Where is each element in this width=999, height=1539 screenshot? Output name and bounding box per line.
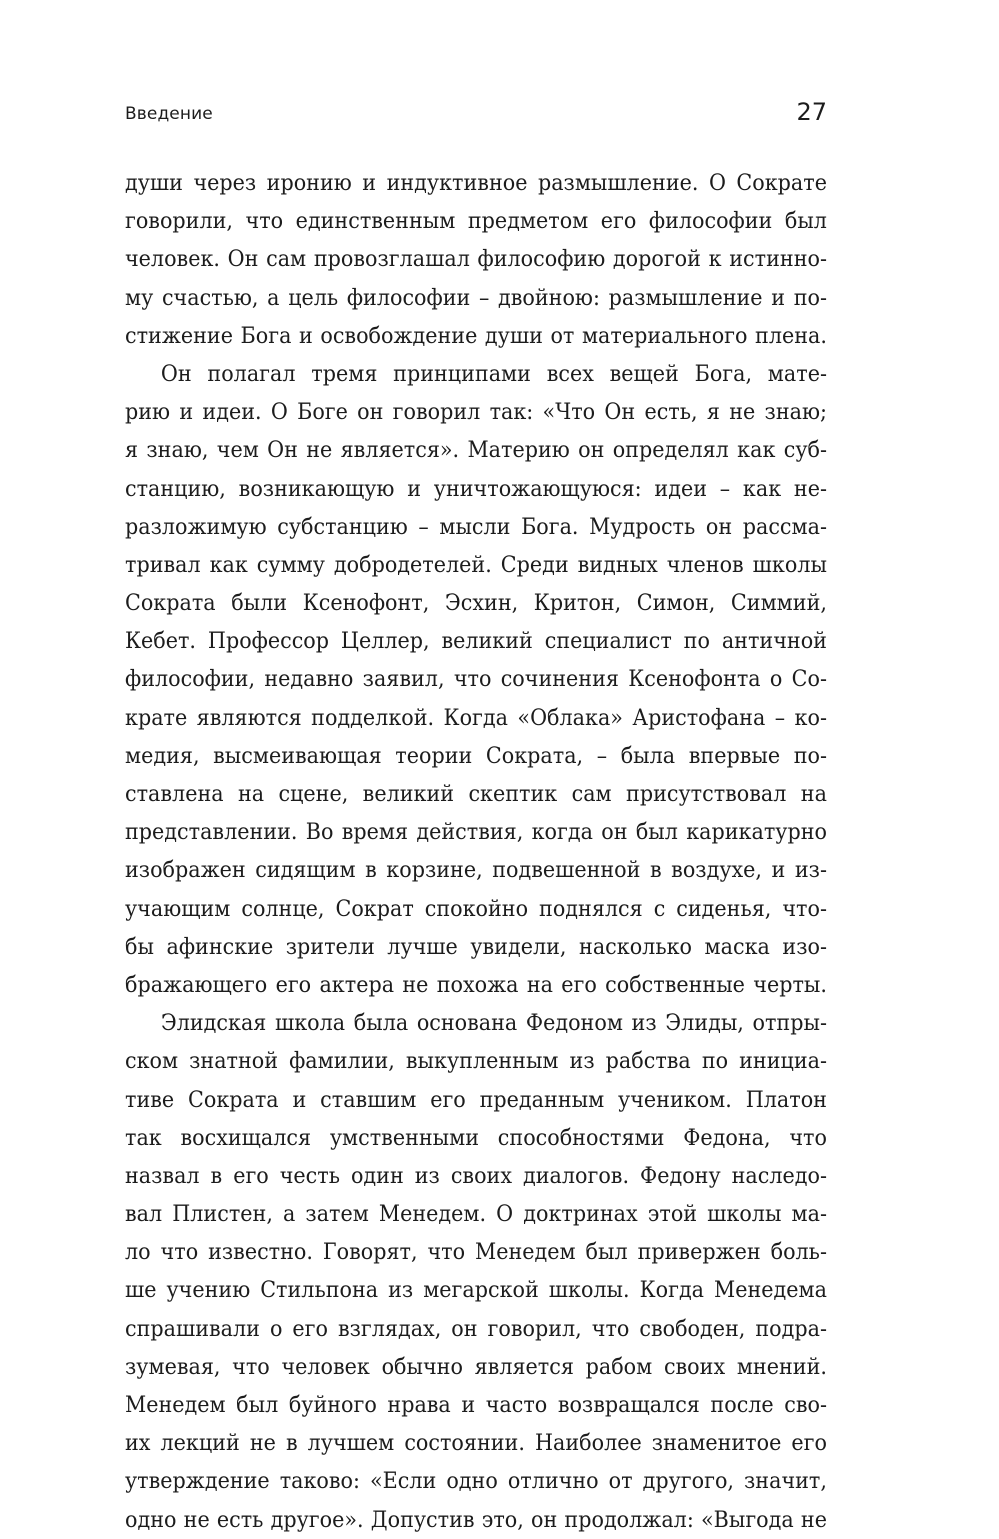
text-line: человек. Он сам провозглашал философию дорогой к истинно- xyxy=(125,246,827,273)
text-line: тривал как сумму добродетелей. Среди видных членов школы xyxy=(125,551,827,578)
text-line: медия, высмеивающая теории Сократа, – была впервые по- xyxy=(125,742,827,769)
text-line: бражающего его актера не похожа на его собственные черты. xyxy=(125,971,827,998)
text-line: спрашивали о его взглядах, он говорил, что свободен, подра- xyxy=(125,1315,827,1342)
text-line: изображен сидящим в корзине, подвешенной в воздухе, и из- xyxy=(125,857,827,884)
text-line: философии, недавно заявил, что сочинения Ксенофонта о Со- xyxy=(125,666,827,693)
running-header xyxy=(125,100,827,132)
text-line: разложимую субстанцию – мысли Бога. Мудрость он рассма- xyxy=(125,513,827,540)
section-title: Введение xyxy=(125,104,213,124)
text-line: Сократа были Ксенофонт, Эсхин, Критон, Симон, Симмий, xyxy=(125,590,827,617)
paragraph-first-line: Он полагал тремя принципами всех вещей Бога, мате- xyxy=(160,360,827,387)
text-line: одно не есть другое». Допустив это, он продолжал: «Выгода не xyxy=(125,1506,827,1533)
text-line: му счастью, а цель философии – двойною: размышление и по- xyxy=(125,284,827,311)
page-number: 27 xyxy=(796,98,827,126)
text-line: бы афинские зрители лучше увидели, насколько маска изо- xyxy=(125,933,827,960)
text-line: Менедем был буйного нрава и часто возвращался после сво- xyxy=(125,1392,827,1418)
body-text xyxy=(125,164,827,1539)
text-line: так восхищался умственными способностями Федона, что xyxy=(125,1124,827,1151)
text-line: стижение Бога и освобождение души от материального плена. xyxy=(125,322,827,349)
text-line: представлении. Во время действия, когда он был карикатурно xyxy=(125,819,827,846)
text-line: тиве Сократа и ставшим его преданным учеником. Платон xyxy=(125,1086,827,1113)
text-line: утверждение таково: «Если одно отлично от другого, значит, xyxy=(125,1468,827,1495)
paragraph-first-line: Элидская школа была основана Федоном из Элиды, отпры- xyxy=(160,1010,827,1037)
text-line: ло что известно. Говорят, что Менедем был привержен боль- xyxy=(125,1239,827,1266)
text-line: вал Плистен, а затем Менедем. О доктринах этой школы ма- xyxy=(125,1201,827,1228)
text-line: я знаю, чем Он не является». Материю он определял как суб- xyxy=(125,437,827,464)
text-line: ском знатной фамилии, выкупленным из рабства по инициа- xyxy=(125,1048,827,1075)
text-line: их лекций не в лучшем состоянии. Наиболее знаменитое его xyxy=(125,1430,827,1457)
text-line: души через иронию и индуктивное размышление. О Сократе xyxy=(125,170,827,196)
text-line: крате являются подделкой. Когда «Облака» Аристофана – ко- xyxy=(125,704,827,731)
text-line: ставлена на сцене, великий скептик сам присутствовал на xyxy=(125,781,827,807)
text-line: Кебет. Профессор Целлер, великий специалист по античной xyxy=(125,628,827,655)
text-line: ше учению Стильпона из мегарской школы. Когда Менедема xyxy=(125,1277,827,1304)
text-line: говорили, что единственным предметом его философии был xyxy=(125,208,827,235)
text-line: станцию, возникающую и уничтожающуюся: идеи – как не- xyxy=(125,475,827,502)
text-line: зумевая, что человек обычно является рабом своих мнений. xyxy=(125,1353,827,1380)
text-line: назвал в его честь один из своих диалогов. Федону наследо- xyxy=(125,1162,827,1189)
text-line: рию и идеи. О Боге он говорил так: «Что Он есть, я не знаю; xyxy=(125,399,827,426)
text-line: учающим солнце, Сократ спокойно поднялся с сиденья, что- xyxy=(125,895,827,922)
